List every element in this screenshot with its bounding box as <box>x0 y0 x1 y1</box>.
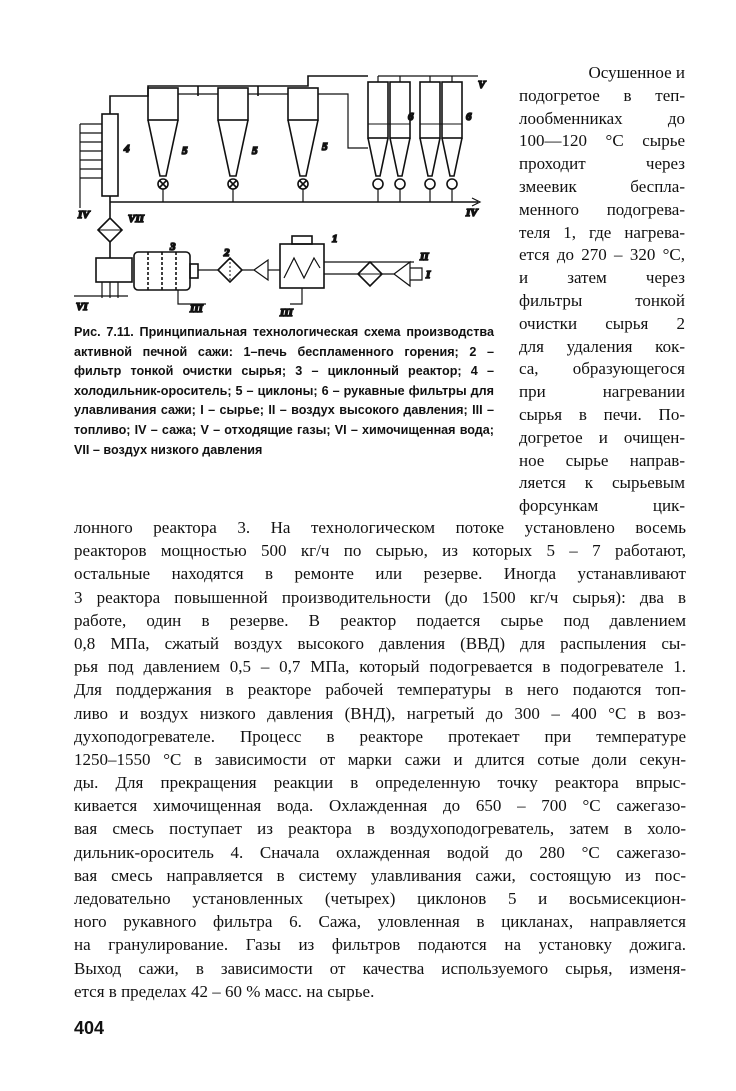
label-4: 4 <box>124 143 130 155</box>
text-line: форсункам цик- <box>519 496 685 516</box>
process-flow-diagram <box>58 58 488 320</box>
text-line: лообменниках до <box>519 108 685 128</box>
text-line: подогретое в теп- <box>519 85 685 105</box>
text-line: рья под давлением 0,5 – 0,7 МПа, который подогревается в подогревателе 1. <box>74 657 686 677</box>
spray-lines <box>80 124 102 208</box>
text-line: реакторов мощностью 500 кг/ч по сырью, из которых 5 – 7 работают, <box>74 541 686 561</box>
text-line: Осушенное и <box>588 63 685 82</box>
text-line: вая смесь поступает из реактора в воздухоподогреватель, затем в холо- <box>74 819 686 839</box>
text-line: менного подогрева- <box>519 199 685 219</box>
text-line: Для поддержания в реакторе рабочей температуры в него подаются топ- <box>74 680 686 700</box>
furnace-1 <box>280 236 324 304</box>
label-IV-left: IV <box>78 209 90 221</box>
text-line: проходит через <box>519 154 685 174</box>
label-3: 3 <box>170 241 176 253</box>
text-line: при нагревании <box>519 382 685 402</box>
text-line: 1250–1550 °C в зависимости от марки сажи и длится сотые доли секун- <box>74 749 686 769</box>
label-VII: VII <box>128 213 144 225</box>
label-5a: 5 <box>182 145 188 157</box>
label-6b: 6 <box>466 111 472 123</box>
cyclone-5c <box>288 88 318 189</box>
page-number: 404 <box>74 1018 105 1038</box>
text-line: ледовательно установленных (четырех) циклонов 5 и восьмисекцион- <box>74 889 686 908</box>
air-heater <box>98 196 122 242</box>
text-line: духоподогревателе. Процесс в реакторе протекает при температуре <box>74 726 686 746</box>
text-line: и затем через <box>519 268 685 288</box>
text-line: фильтры тонкой <box>519 290 685 310</box>
label-VI: VI <box>76 301 88 313</box>
label-2: 2 <box>224 247 230 259</box>
gas-line-top <box>172 76 368 96</box>
side-column-text <box>519 62 685 518</box>
label-IV-right: IV <box>466 207 478 219</box>
cyclone-reactor-3 <box>74 252 206 304</box>
cooler-sprinkler-4 <box>102 114 118 196</box>
text-line: ляется к сырьевым <box>519 473 685 493</box>
text-line: ется в пределах 42 – 60 % масс. на сырье. <box>74 981 375 1001</box>
text-line: ное сырье направ- <box>519 450 685 470</box>
text-line: догретое и очищен- <box>519 427 685 447</box>
text-line: на гранулирование. Газы из фильтров подаются на установку дожига. <box>74 935 686 955</box>
text-line: ливо и воздух низкого давления (ВНД), нагретый до 300 – 400 °C в воз- <box>74 703 686 723</box>
text-line: 0,8 МПа, сжатый воздух высокого давления (ВВД) для распыления сы- <box>74 633 686 653</box>
text-line: змеевик беспла- <box>519 176 685 196</box>
label-II: II <box>420 251 429 263</box>
label-I: I <box>426 269 431 281</box>
text-line: ды. Для прекращения реакции в определенную точку реактора впрыс- <box>74 773 686 793</box>
cyclone-5b <box>218 88 248 189</box>
text-line: ного рукавного фильтра 6. Сажа, уловленная в цикланах, направляется <box>74 912 686 932</box>
text-line: остальные находятся в ремонте или резерве. Иногда устанавливают <box>74 564 686 584</box>
bag-filter-6b <box>420 82 462 189</box>
text-line: кивается химочищенная вода. Охлажденная до 650 – 700 °C сажегазо- <box>74 796 686 816</box>
text-line: дильник-ороситель 4. Сначала охлажденная водой до 280 °C сажегазо- <box>74 842 686 862</box>
label-5b: 5 <box>252 145 258 157</box>
main-body-text <box>74 516 686 1003</box>
label-6a: 6 <box>408 111 414 123</box>
text-line: вая смесь направляется в систему улавливания сажи, состоящую из пос- <box>74 865 686 885</box>
text-line: лонного реактора 3. На технологическом потоке установлено восемь <box>74 518 686 537</box>
text-line: работе, один в резерве. В реактор подается сырье под давлением <box>74 610 686 630</box>
label-III: III <box>190 303 203 315</box>
label-V: V <box>478 79 486 91</box>
text-line: са, образующегося <box>519 359 685 379</box>
text-line: теля 1, где нагрева- <box>519 222 685 242</box>
text-line: ется до 270 – 320 °C, <box>519 245 685 265</box>
label-5c: 5 <box>322 141 328 153</box>
text-line: Выход сажи, в зависимости от качества используемого сырья, изменя- <box>74 958 686 978</box>
label-III-fuel: III <box>280 307 293 319</box>
figure-caption: Рис. 7.11. Принципиальная технологическая схема производства активной печной сажи: 1–печь беспламенного горения; 2 – фильтр тонкой очистки сырья; 3 – циклонный реактор; 4 – холодильник-ороситель; 5 – циклоны; 6 – рукавные фильтры для улавливания сажи; I – сырье; II – воздух высокого давления; III – топливо; IV – сажа; V – отходящие газы; VI – химочищенная вода; VII – воздух низкого давления <box>74 325 494 457</box>
label-1: 1 <box>332 233 338 245</box>
text-line: очистки сырья 2 <box>519 313 685 333</box>
cyclone-5a <box>148 88 178 189</box>
text-line: 100—120 °C сырье <box>519 131 685 151</box>
bag-filter-6a <box>368 82 410 189</box>
text-line: для удаления кок- <box>519 336 685 356</box>
text-line: 3 реактора повышенной производительности (до 1500 кг/ч сырья): два в <box>74 587 686 607</box>
text-line: сырья в печи. По- <box>519 404 685 424</box>
